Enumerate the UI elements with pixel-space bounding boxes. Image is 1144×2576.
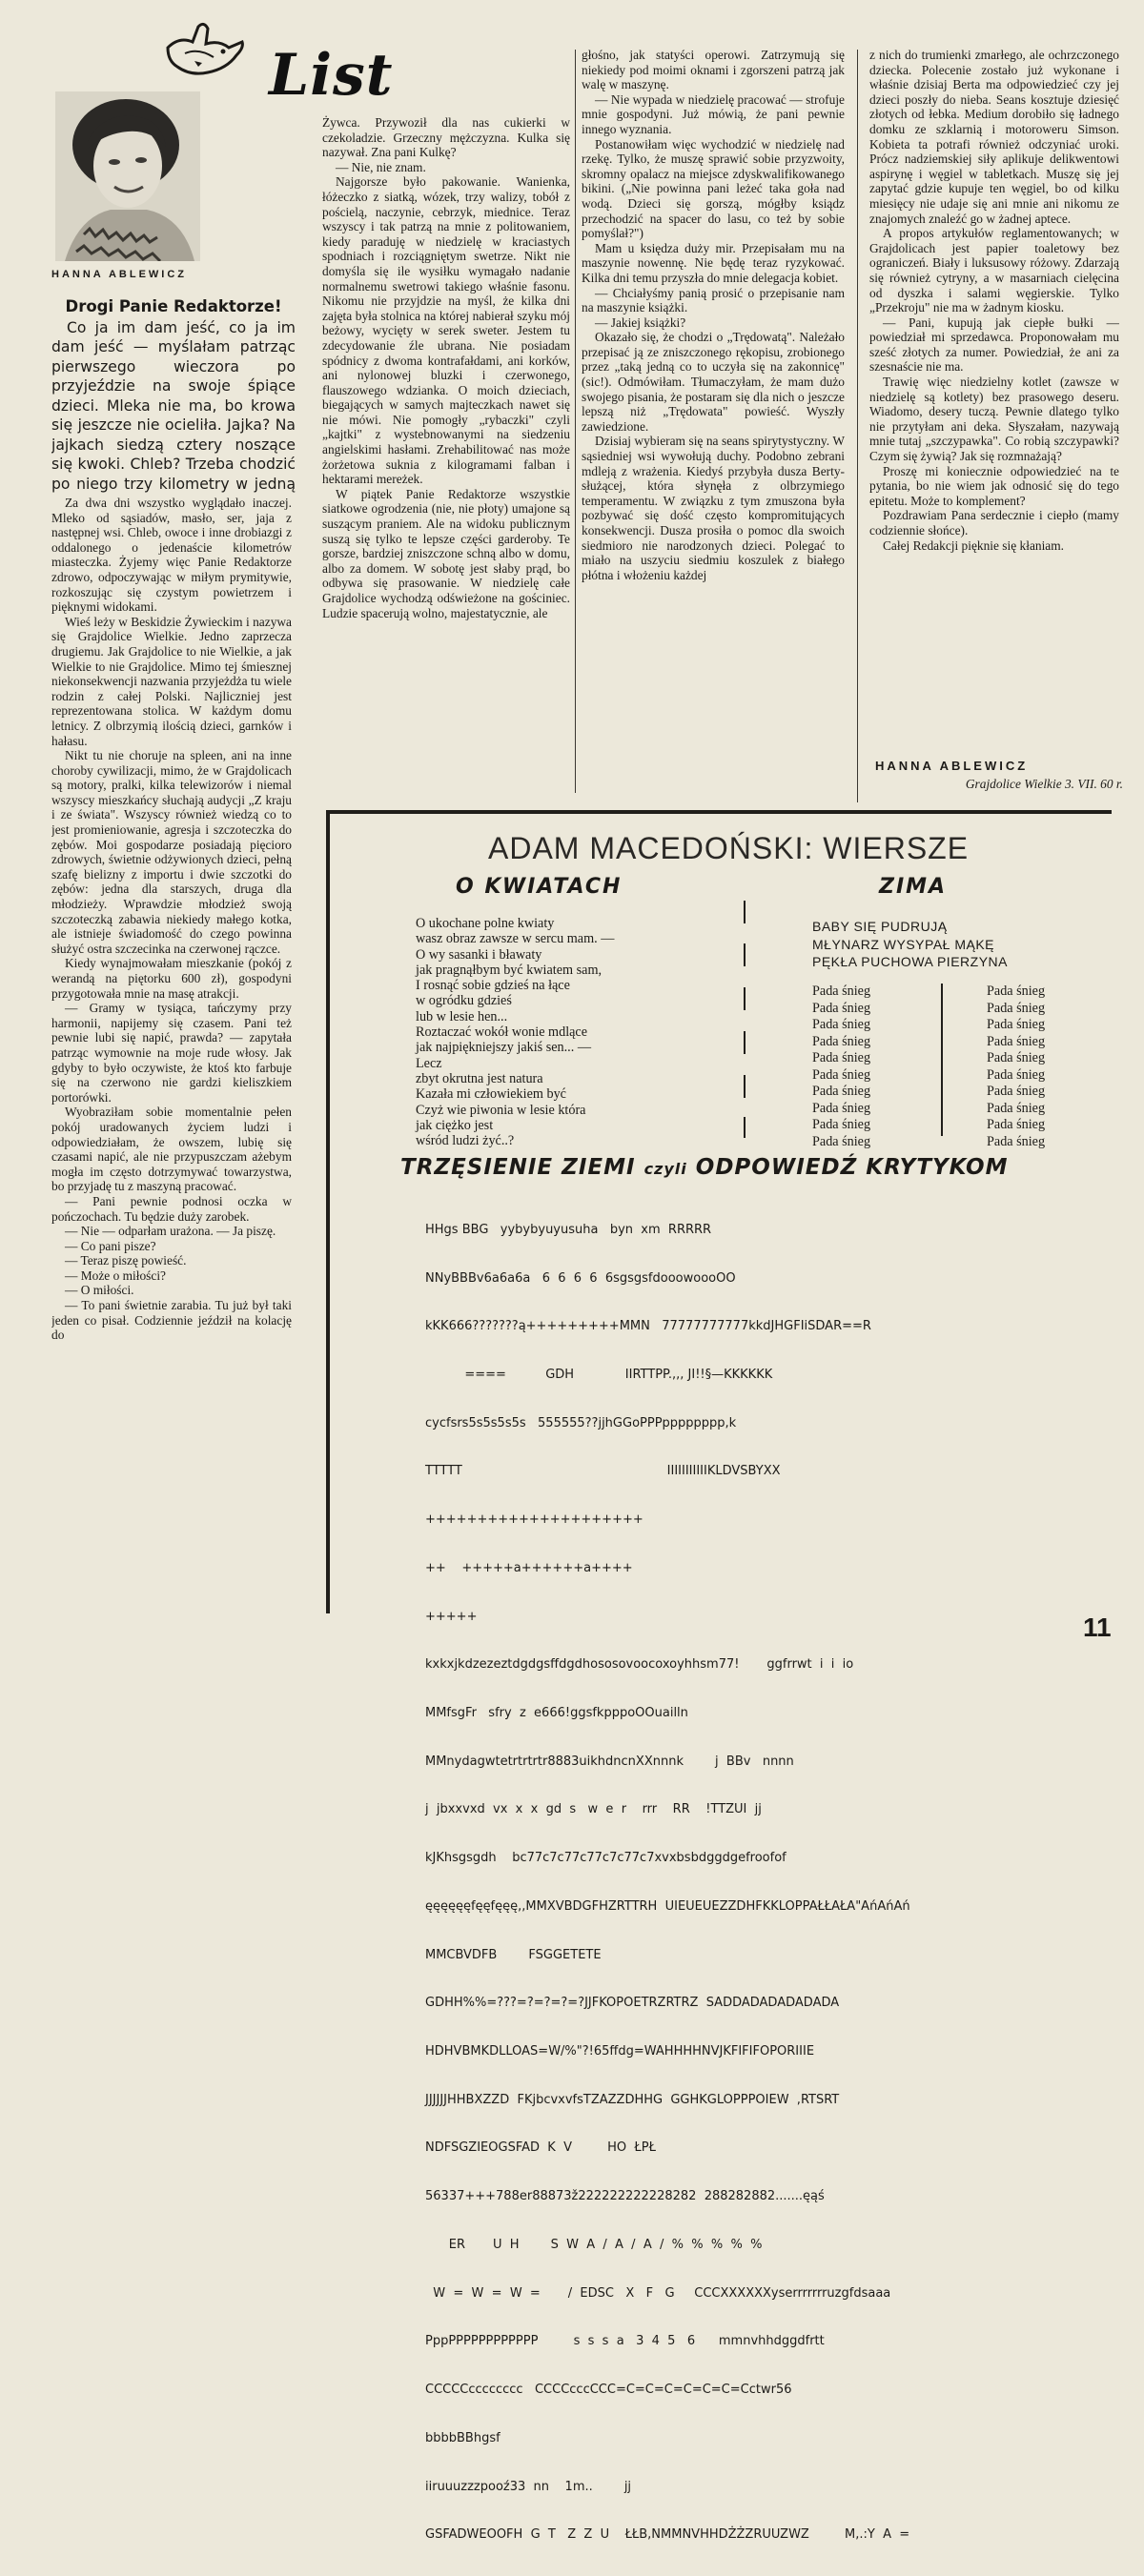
paragraph: Pozdrawiam Pana serdecznie i ciepło (mamy codziennie słońce). — [869, 508, 1119, 538]
poem-line: +++++++++++++++++++++ — [425, 1512, 644, 1528]
paragraph: Wieś leży w Beskidzie Żywieckim i nazywa się Grajdolice Wielkie. Jedno zaprzecza drugiemu. Jak Grajdolice to nie Wielkie, a jak Wielkie to nie Grajdolice. Mimo tej śmiesznej niekonsekwencji nazwania przyjeżdża tu wiele rodzin z całej Polski. Najliczniej jest reprezentowana stolica. W każdym domu letnicy. Z olbrzymią ilością dzieci, garnków i hałasu. — [51, 614, 292, 748]
poem-zima-intro — [812, 918, 1008, 971]
poem-line: TTTTT IIIIIIIIIIIKLDVSBYXX — [425, 1464, 781, 1479]
snow-column-left — [812, 984, 870, 1150]
poem-line: Pada śnieg — [987, 1017, 1046, 1032]
poem-title-zima: ZIMA — [879, 875, 948, 899]
poem-line: Pada śnieg — [812, 1066, 871, 1083]
poem-line: ęęęęęęfęęfęęę,,MMXVBDGFHZRTTRH UIEUEUEZZDHFKKLOPPAŁŁAŁA"AńAńAń — [425, 1898, 910, 1914]
poem-line: wśród ludzi żyć..? — [416, 1133, 515, 1149]
poem-line: Pada śnieg — [987, 1066, 1046, 1083]
article-column-1 — [51, 496, 292, 1639]
poem-line: jak pragnąłbym być kwiatem sam, — [416, 962, 603, 978]
paragraph: głośno, jak statyści operowi. Zatrzymują się niekiedy pod moimi oknami i zgorszeni patrzą jak walę w maszynę. — [582, 48, 845, 92]
paragraph: — Co pani pisze? — [65, 1238, 156, 1253]
poem-line: Pada śnieg — [987, 1133, 1046, 1149]
poem-line: Czyż wie piwonia w lesie która — [416, 1102, 586, 1118]
poem-line: kxkxjkdzezeztdgdgsffdgdhososovoocoxoyhhsm77! ggfrrwt i i io — [425, 1657, 854, 1673]
poem-line: kJKhsgsgdh bc77c7c77c77c7c77c7xvxbsbdggdgefroofof — [425, 1851, 786, 1866]
paragraph: — Gramy w tysiąca, tańczymy przy harmonii, napijemy się czasem. Pani też pewnie lubi się napić, prawda? — zapytała patrząc wymownie na moje rude włosy. Jak gdyby to było oczywiste, że ktoś kto farbuje się na czerwono nie gardzi kieliszkiem portorówki. — [51, 1001, 292, 1105]
poem-line: w ogródku gdzieś — [416, 993, 512, 1009]
poem-line: ER U H S W A / A / A / % % % % % — [425, 2237, 763, 2252]
paragraph: Trawię więc niedzielny kotlet (zawsze w niedzielę są kotlety) bez prasowego deseru. Wiadomo, desery tuczą. Pewnie dlatego tylko nie przytyłam ani deka. Słyszałam, nazywają mnie tutaj „szczypawka". Co robią szczypawki? Czym się żywią? Jak się rozmnażają? — [869, 375, 1119, 464]
column-divider — [309, 95, 310, 1620]
poem-divider — [744, 901, 746, 923]
paragraph: — Pani pewnie podnosi oczka w pończochach. Tu będzie duży zarobek. — [51, 1193, 292, 1224]
poem-line: Pada śnieg — [812, 1117, 871, 1132]
poem-o-kwiatach — [416, 916, 730, 1148]
dove-logo-icon — [160, 19, 248, 82]
poem-divider — [744, 1031, 746, 1054]
poem-line: iiruuuzzzpooź33 nn 1m.. jj — [425, 2479, 632, 2494]
poem-line: O ukochane polne kwiaty — [416, 916, 555, 931]
poem-title-part: TRZĘSIENIE ZIEMI — [400, 1155, 636, 1180]
poem-line: Pada śnieg — [812, 1084, 871, 1099]
poem-title-o-kwiatach: O KWIATACH — [456, 875, 623, 899]
poem-line: MMnydagwtetrtrtrtr8883uikhdncnXXnnnk j BBv nnnn — [425, 1754, 794, 1769]
paragraph: — Może o miłości? — [65, 1268, 166, 1283]
poem-line: kKK666???????ą+++++++++MMN 77777777777kkdJHGFIiSDAR==R — [425, 1319, 871, 1334]
poem-line: Pada śnieg — [812, 1133, 871, 1149]
article-title: List — [269, 42, 394, 109]
paragraph: Proszę mi koniecznie odpowiedzieć na te pytania, bo nie wiem jak odnosić się do tego epitetu. Może to komplement? — [869, 463, 1119, 508]
poem-title-part: ODPOWIEDŹ KRYTYKOM — [695, 1155, 1009, 1180]
article-lead — [51, 297, 296, 494]
poem-line: Pada śnieg — [812, 1017, 871, 1032]
poem-title-part: czyli — [644, 1160, 687, 1178]
paragraph: — Nie — odparłam urażona. — Ja piszę. — [65, 1224, 276, 1239]
poem-line: Pada śnieg — [812, 1000, 871, 1016]
column-divider — [575, 50, 576, 793]
column-divider — [857, 50, 858, 802]
poem-line: cycfsrs5s5s5s5s 555555??jjhGGoPPPpppppppp,k — [425, 1415, 737, 1430]
poem-divider — [744, 943, 746, 966]
poem-line: bbbbBBhgsf — [425, 2430, 500, 2445]
paragraph: Postanowiłam więc wychodzić w niedzielę nad rzekę. Tylko, że muszę sprawić sobie przyzwoity, skromny opalacz na miejsce zdyskwalifikowanego bikini. („Nie powinna pani leżeć taka goła nad wodą. Dzieci się gorszą, mógłby ksiądz przechodzić na spacer do lasu, co też by sobie pomyślał?") — [582, 136, 845, 241]
poem-line: HHgs BBG yybybyuyusuha byn xm RRRRR — [425, 1222, 712, 1237]
paragraph: — O miłości. — [65, 1283, 134, 1298]
poem-line: GDHH%%=???=?=?=?=?JJFKOPOETRZRTRZ SADDADADADADADA — [425, 1996, 840, 2011]
poem-line: W = W = W = / EDSC X F G CCCXXXXXXyserrrrrrruzgfdsaaa — [425, 2285, 891, 2301]
poem-line: PppPPPPPPPPPPPP s s s a 3 4 5 6 mmnvhhdggdfrtt — [425, 2334, 825, 2349]
poem-line: lub w lesie hen... — [416, 1008, 508, 1024]
snow-divider — [941, 984, 943, 1136]
article-column-2 — [322, 115, 570, 792]
paragraph: Całej Redakcji pięknie się kłaniam. — [883, 538, 1065, 553]
poem-line: Roztaczać wokół wonie mdlące — [416, 1024, 588, 1041]
poems-box-top-border — [326, 810, 1112, 814]
poem-line: +++++ — [425, 1609, 478, 1624]
poem-line: zbyt okrutna jest natura — [416, 1070, 543, 1086]
paragraph: Nikt tu nie choruje na spleen, ani na inne choroby cywilizacji, mimo, że w Grajdolicach są motory, pralki, kilka telewizorów i niemal wszyscy mieszkańcy słuchają audycji „Z kraju i ze świata". Wszyscy również wiedzą co to jest promieniowanie, agresja i szczoteczka do zębów. Moi gospodarze posiadają pięcioro zdrowych, świetnie odżywionych dzieci, pełną szafę bielizny z importu i dwie szczotki do zębów: jedna dla starszych, druga dla młodzieży. Wprawdzie młodzież swoją szczoteczką zabawia niekiedy małego kotka, ale istnieje świadomość do czego powinna służyć ostra szczecinka na czerwonej rączce. — [51, 748, 292, 956]
poem-line: Pada śnieg — [812, 984, 871, 999]
paragraph: — Chciałyśmy panią prosić o przepisanie nam na maszynie książki. — [582, 285, 845, 315]
paragraph: Wyobraziłam sobie momentalnie pełen pokój uradowanych życiem ludzi i odpowiedziałam, że owszem, lubię się czasami napić, ale nie przypuszczam ażebym mogła im często dotrzymywać towarzystwa, bo przyjadę tu z maszyną pracować. — [51, 1105, 292, 1194]
poem-line: Lecz — [416, 1055, 442, 1071]
paragraph: z nich do trumienki zmarłego, ale ochrzczonego dziecka. Polecenie zostało już wykonane i właśnie dzisiaj Berta ma odpowiedzieć czy jej dzieci poszły do nieba. Seans kosztuje dziesięć złotych od łebka. Medium dorobiło się ładnego domku ze szklarnią i motoroweru Simson. Kobieta ta potrafi również odczyniać uroki. Prócz nadziemskiej siły aplikuje delikwentowi aspirynę i węgiel w tabletkach. Muszę się jej zapytać gdzie kupuje ten węgiel, bo od kilku miesięcy nie udaje się ani mnie ani nikomu ze znajomych znaleźć go w żadnej aptece. — [869, 48, 1119, 226]
poem-line: 56337+++788er88873ž222222222228282 288282882.......ęąś — [425, 2189, 825, 2204]
poem-line: ==== GDH IIRTTPP.,,, JI!!§—KKKKKK — [425, 1367, 773, 1382]
paragraph: — To pani świetnie zarabia. Tu już był taki jeden co pisał. Codziennie jeździł na kolację do — [51, 1298, 292, 1343]
poem-divider — [744, 987, 746, 1010]
poems-title: ADAM MACEDOŃSKI: WIERSZE — [488, 831, 970, 865]
poem-line: GSFADWEOOFH G T Z Z U ŁŁB,NMMNVHHDŻŻZRUUZWZ M,.:Y A = — [425, 2527, 910, 2543]
poem-title-trzesienie-ziemi — [400, 1155, 1008, 1180]
paragraph: — Pani, kupują jak ciepłe bułki — powiedział mi sprzedawca. Proponowałam mu sześć złotych za numer. Powiedział, że ani za szesnaście nie ma. — [869, 314, 1119, 375]
poem-line: MMfsgFr sfry z e666!ggsfkpppoOOuailln — [425, 1706, 688, 1720]
poem-line: ++ +++++a++++++a++++ — [425, 1560, 633, 1575]
paragraph: Żywca. Przywoził dla nas cukierki w czekoladzie. Grzeczny mężczyzna. Kulka się nazywał. Zna pani Kulkę? — [322, 115, 570, 160]
poem-line: I rosnąć sobie gdzieś na łące — [416, 978, 570, 994]
paragraph: — Jakiej książki? — [595, 314, 686, 330]
article-column-3 — [582, 48, 845, 792]
poem-line: Pada śnieg — [987, 1033, 1046, 1049]
article-column-4 — [869, 48, 1119, 805]
poem-line: O wy sasanki i bławaty — [416, 946, 542, 963]
paragraph: Dzisiaj wybieram się na seans spirytystyczny. W sąsiedniej wsi wywołują duchy. Podobno zebrani mdleją z wrażenia. Kiedyś przybyła dusza Berty-służącej, która słynęła z olbrzymiego temperamentu. W związku z tym zmuszona była pozbywać się dość często kompromitujących konsekwencji. Dusza prosiła o pomoc dla swoich siedmioro nie narodzonych dzieci. Polegać to miało na uszyciu siedmiu koszulek z białego płótna i włożeniu każdej — [582, 434, 845, 582]
paragraph: Mam u księdza duży mir. Przepisałam mu na maszynie nowennę. Nie będę teraz ryzykować. Kilka dni temu przyszła do mnie delegacja kobiet. — [582, 240, 845, 285]
greeting: Drogi Panie Redaktorze! — [65, 297, 282, 315]
signature: HANNA ABLEWICZ — [875, 759, 1029, 773]
poem-line: jak ciężko jest — [416, 1117, 494, 1133]
poem-line: Pada śnieg — [987, 1000, 1046, 1016]
paragraph: — Nie wypada w niedzielę pracować — strofuje mnie gospodyni. Już mówią, że pani pewnie innego wyznania. — [582, 91, 845, 136]
poem-line: Kazała mi człowiekiem być — [416, 1086, 566, 1103]
poem-line: Pada śnieg — [812, 1100, 871, 1116]
dateline: Grajdolice Wielkie 3. VII. 60 r. — [965, 777, 1123, 791]
poem-line: Pada śnieg — [812, 1050, 871, 1065]
paragraph: Kiedy wynajmowałam mieszkanie (pokój z werandą na piętorku 600 zł), gospodyni przygotowała mnie na masę atrakcji. — [51, 956, 292, 1001]
poem-divider — [744, 1117, 746, 1138]
poems-box-left-border — [326, 810, 330, 1613]
poem-line: wasz obraz zawsze w sercu mam. — — [416, 931, 615, 947]
poem-line: Pada śnieg — [987, 1050, 1046, 1065]
page-number: 11 — [1083, 1613, 1112, 1642]
paragraph: — Teraz piszę powieść. — [65, 1253, 187, 1268]
poem-divider — [744, 1075, 746, 1098]
poem-line: MŁYNARZ WYSYPAŁ MĄKĘ — [812, 936, 995, 952]
paragraph: A propos artykułów reglamentowanych; w Grajdolicach jest papier toaletowy bez ograniczeń. Biały i luksusowy różowy. Zdarzają się również cytryny, a w masarniach cielęcina od dyszka i salami węgierskie. Tylko „Przekroju" nie ma w żadnym kiosku. — [869, 226, 1119, 315]
poem-line: JJJJJJHHBXZZD FKjbcvxvfsTZAZZDHHG GGHKGLOPPPOIEW ,RTSRT — [425, 2092, 840, 2107]
poem-trzesienie-ziemi — [425, 1190, 1093, 2576]
poem-line: Pada śnieg — [987, 1084, 1046, 1099]
snow-column-right — [987, 984, 1045, 1150]
poem-line: jak najpiękniejszy jakiś sen... — — [416, 1040, 592, 1056]
poem-line: NNyBBBv6a6a6a 6 6 6 6 6sgsgsfdooowoooOO — [425, 1270, 736, 1286]
author-caption: HANNA ABLEWICZ — [51, 269, 188, 280]
poem-line: Pada śnieg — [987, 1100, 1046, 1116]
poem-line: Pada śnieg — [987, 984, 1046, 999]
paragraph: Najgorsze było pakowanie. Wanienka, łóżeczko z siatką, wózek, trzy walizy, tobół z pościelą, naczynie, cebrzyk, miednice. Teraz wszyscy i tak patrzą na mnie z politowaniem, kiedy paraduję w niedzielę w kraciastych spodniach i rozciągniętym swetrze. Nikt nie domyśla się ile wysiłku wymagało nadanie normalnemu swetrowi takiego właśnie fasonu. Nikomu nie przyjdzie na myśl, że kilka dni zajęta była stolnica na której nabierał szyku mój beżowy, wycięty w serek sweter. Jestem tu zdecydowanie źle ubrana. Nie posiadam spódnicy z dwoma kontrafałdami, ani korków, ani nylonowej bluzki i czerwonego, flauszowego wdzianka. O moich dzieciach, biegających w samych majteczkach nawet się nie mówi. Nie pomogły „rybaczki" czyli „kajtki" z wystebnowanymi na siedzeniu angielskimi hasłami. Zrehabilitować nas może żorżetowa suknia z kilogramami falban i hektarami mereżek. — [322, 174, 570, 487]
poem-line: CCCCCcccccccc CCCCcccCCC=C=C=C=C=C=C=Cctwr56 — [425, 2383, 792, 2398]
poem-line: PĘKŁA PUCHOWA PIERZYNA — [812, 954, 1008, 969]
lead-paragraph: Co ja im dam jeść, co ja im dam jeść — myślałam patrząc pierwszego wieczora po przyjeździe na swoje śpiące dzieci. Mleka nie ma, bo krowa się jeszcze nie ocieliła. Jajka? Na jajkach siedzą cztery noszące się kwoki. Chleb? Trzeba chodzić po niego trzy kilometry w jedną — [51, 318, 296, 493]
poem-line: NDFSGZIEOGSFAD K V HO ŁPŁ — [425, 2140, 656, 2156]
poem-line: Pada śnieg — [987, 1117, 1046, 1132]
poem-line: Pada śnieg — [812, 1033, 871, 1049]
paragraph: W piątek Panie Redaktorze wszystkie siatkowe ogrodzenia (nie, nie płoty) umajone są suszącym praniem. Ale na widoku publicznym suszą się tylko te lepsze części garderoby. Te gorsze, bardziej zniszczone schną albo w domu, albo za domem. W sobotę jest słaby prąd, bo odbywa się prasowanie. W niedzielę całe Grajdolice wychodzą odświeżone na gościniec. Ludzie spacerują wolno, majestatycznie, ale — [322, 486, 570, 620]
poem-line: j jbxxvxd vx x x gd s w e r rrr RR !TTZUI jj — [425, 1802, 762, 1817]
poem-line: HDHVBMKDLLOAS=W/%"?!65ffdg=WAHHHHNVJKFIFIFOPORIIIE — [425, 2044, 815, 2059]
paragraph: Okazało się, że chodzi o „Trędowatą". Należało przepisać ją ze zniszczonego rękopisu, zrobionego przez „taką jedną co to uczyła się na zakonnicę" (sic!). Odmówiłam. Tłumaczyłam, że mam dużo swojego pisania, że postaram się dla nich o jeszcze lepszą niż „Trędowata" powieść. Wyszły zawiedzione. — [582, 330, 845, 434]
author-photo — [55, 91, 200, 261]
poem-line: BABY SIĘ PUDRUJĄ — [812, 919, 948, 934]
paragraph: Za dwa dni wszystko wyglądało inaczej. Mleko od sąsiadów, masło, ser, jaja z następnej wsi. Chleb, owoce i inne drobiazgi z oddalonego o jedenaście kilometrów miasteczka. Żyjemy więc Panie Redaktorze zdrowo, odpoczywając w miłym prymitywie, rozkoszując się czystym powietrzem i pięknymi widokami. — [51, 496, 292, 615]
poem-line: MMCBVDFB FSGGETETE — [425, 1947, 602, 1962]
paragraph: — Nie, nie znam. — [336, 159, 426, 174]
